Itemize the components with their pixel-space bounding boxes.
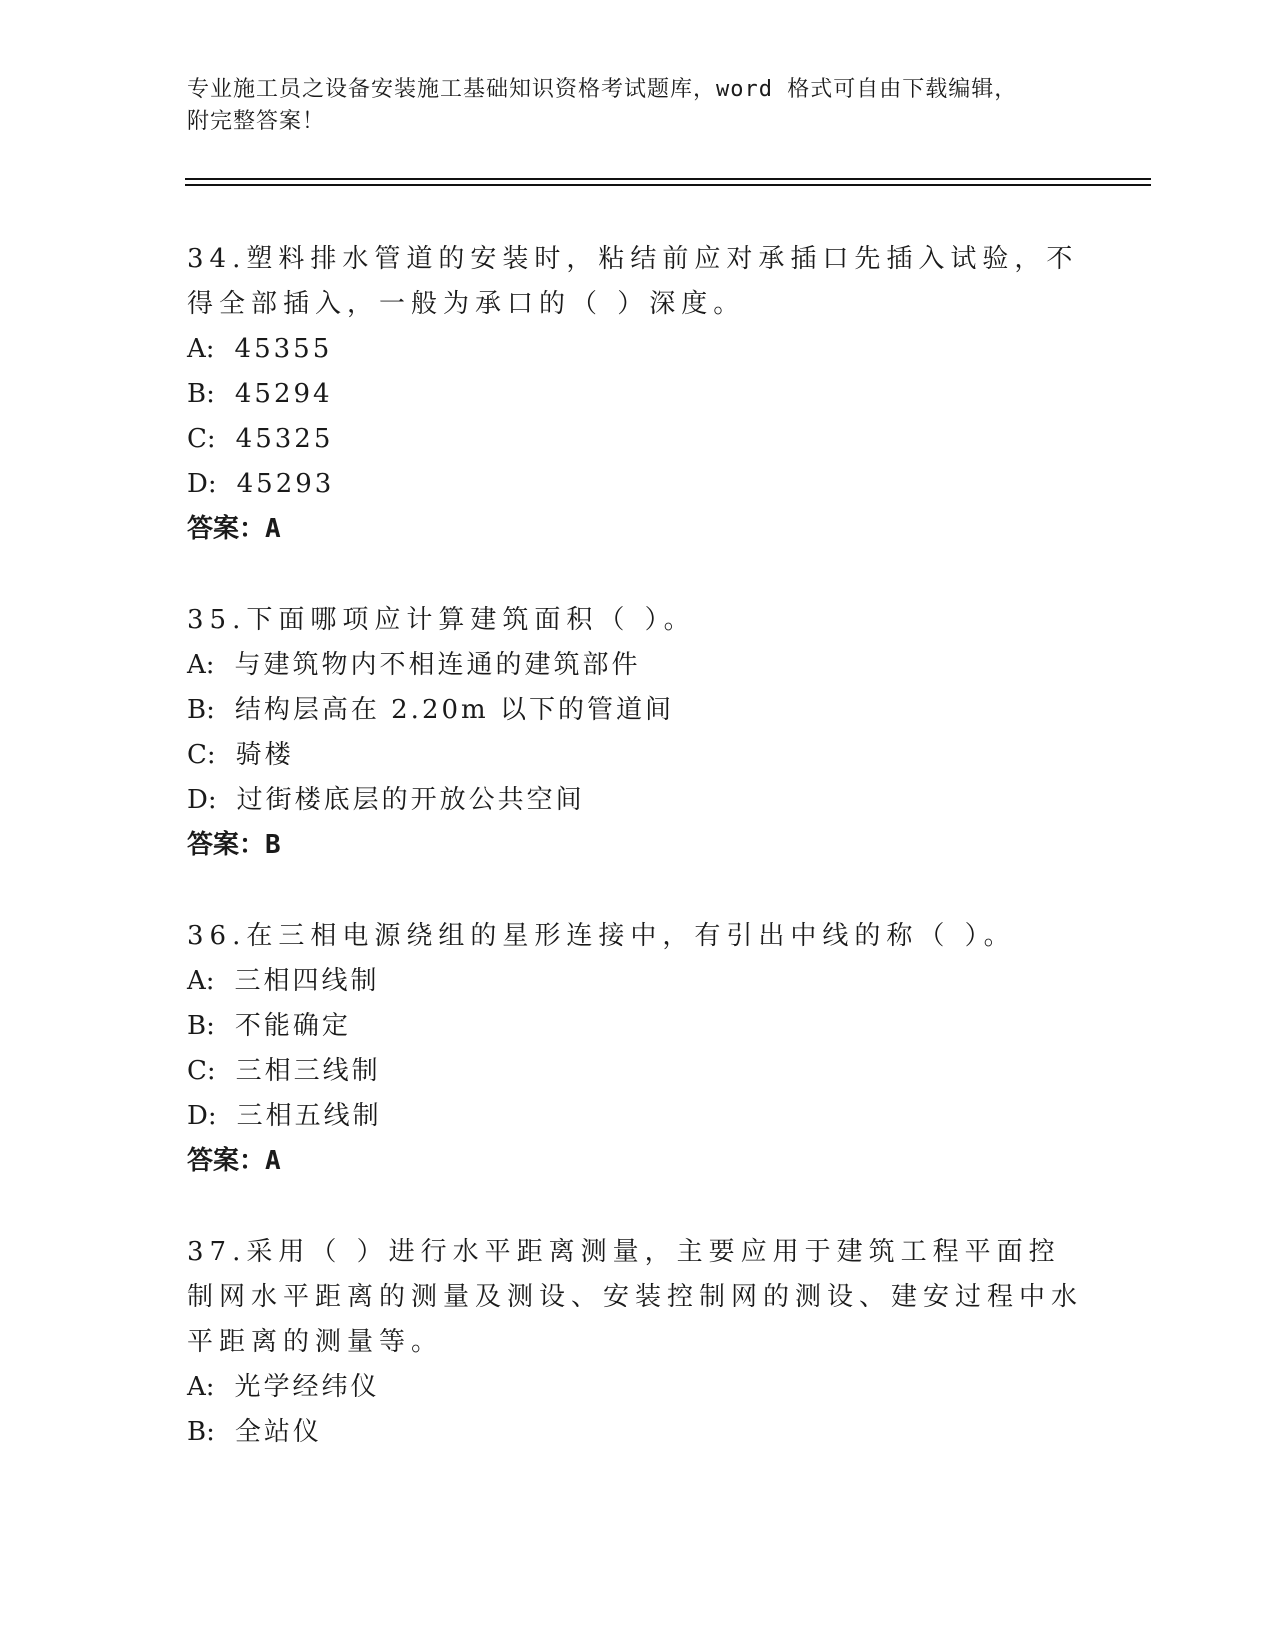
question-text: 34.塑料排水管道的安装时，粘结前应对承插口先插入试验，不得全部插入，一般为承口的（ ）深度。 <box>187 244 1079 319</box>
answer: 答案：B <box>187 830 281 860</box>
question-37 <box>187 1230 1087 1455</box>
option-label: A: <box>187 650 215 680</box>
header-divider-top <box>185 178 1151 180</box>
option-label: C: <box>187 740 216 770</box>
option-d <box>187 462 1087 507</box>
option-label: C: <box>187 1056 216 1086</box>
option-label: D: <box>187 469 217 499</box>
option-c <box>187 1049 1087 1094</box>
option-text: 三相三线制 <box>235 1056 381 1086</box>
option-a <box>187 959 1087 1004</box>
option-text: 45325 <box>235 424 334 454</box>
option-a <box>187 327 1087 372</box>
option-label: C: <box>187 424 216 454</box>
option-text: 过街楼底层的开放公共空间 <box>236 785 585 815</box>
option-a <box>187 1365 1087 1410</box>
document-header <box>187 74 1087 138</box>
option-text: 45355 <box>234 334 333 364</box>
answer: 答案：A <box>187 514 281 544</box>
option-text: 不能确定 <box>234 1011 351 1041</box>
header-line-1: 专业施工员之设备安装施工基础知识资格考试题库，word 格式可自由下载编辑， <box>187 77 1018 102</box>
option-d <box>187 1094 1087 1139</box>
answer: 答案：A <box>187 1146 281 1176</box>
option-label: B: <box>187 1011 215 1041</box>
option-text: 三相四线制 <box>234 966 380 996</box>
header-divider-bottom <box>185 184 1151 186</box>
question-34 <box>187 237 1087 552</box>
option-text: 三相五线制 <box>236 1101 382 1131</box>
option-label: A: <box>187 334 215 364</box>
option-b <box>187 688 1087 733</box>
option-label: D: <box>187 1101 217 1131</box>
option-text: 45293 <box>236 469 335 499</box>
option-d <box>187 778 1087 823</box>
option-text: 45294 <box>234 379 333 409</box>
question-text: 36.在三相电源绕组的星形连接中，有引出中线的称（ ）。 <box>187 921 1016 951</box>
option-label: A: <box>187 966 215 996</box>
option-label: B: <box>187 1417 215 1447</box>
option-c <box>187 417 1087 462</box>
option-text: 结构层高在 2.20m 以下的管道间 <box>234 695 674 725</box>
option-text: 光学经纬仪 <box>234 1372 380 1402</box>
option-text: 全站仪 <box>234 1417 322 1447</box>
option-b <box>187 372 1087 417</box>
question-list <box>187 237 1087 1501</box>
option-text: 骑楼 <box>235 740 294 770</box>
option-text: 与建筑物内不相连通的建筑部件 <box>234 650 641 680</box>
option-label: A: <box>187 1372 215 1402</box>
option-label: B: <box>187 379 215 409</box>
question-36 <box>187 914 1087 1184</box>
option-b <box>187 1410 1087 1455</box>
question-35 <box>187 598 1087 868</box>
option-a <box>187 643 1087 688</box>
option-label: D: <box>187 785 217 815</box>
question-text: 37.采用（ ）进行水平距离测量，主要应用于建筑工程平面控制网水平距离的测量及测设、安装控制网的测设、建安过程中水平距离的测量等。 <box>187 1237 1084 1357</box>
option-label: B: <box>187 695 215 725</box>
question-text: 35.下面哪项应计算建筑面积（ ）。 <box>187 605 696 635</box>
header-line-2: 附完整答案！ <box>187 109 326 134</box>
option-c <box>187 733 1087 778</box>
option-b <box>187 1004 1087 1049</box>
